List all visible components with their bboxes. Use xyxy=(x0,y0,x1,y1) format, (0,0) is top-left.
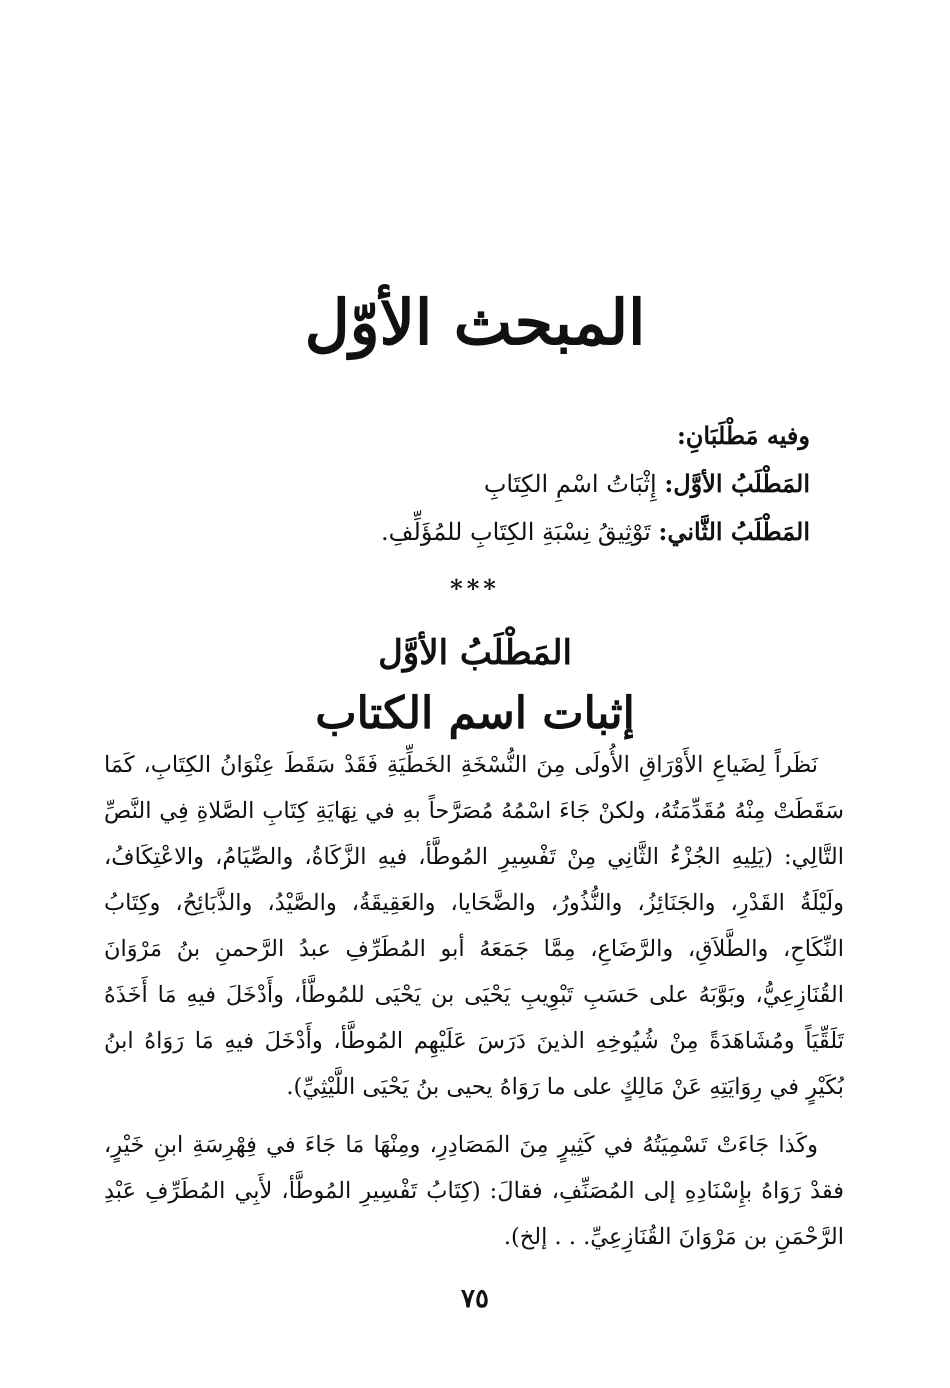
contents-item-2-label: المَطْلَبُ الثَّاني: xyxy=(658,517,810,546)
section-subheading: إثبات اسم الكتاب xyxy=(315,688,635,739)
contents-item-1-label: المَطْلَبُ الأوَّل: xyxy=(664,469,810,498)
contents-item-1-text: إِثْبَاتُ اسْمِ الكِتَابِ xyxy=(483,470,657,498)
chapter-contents xyxy=(130,412,810,556)
paragraph: نَظَراً لِضَياعِ الأَوْرَاقِ الأُولَى مِنَ النُّسْخَةِ الخَطِّيَةِ فَقَدْ سَقَطَ عِنْوَانُ الكِتَابِ، كَمَا سَقَطَتْ مِنْهُ مُقَدِّمَتُهُ، ولكنْ جَاءَ اسْمُهُ مُصَرَّحاً بهِ في نِهَايَةِ كِتَابِ الصَّلاةِ فِي النَّصِّ التَّالِي: (يَلِيهِ الجُزْءُ الثَّانِي مِنْ تَفْسِيرِ المُوطَّأ، فيهِ الزَّكَاةُ، والصِّيَامُ، والاعْتِكَافُ، ولَيْلَةُ القَدْرِ، والجَنَائِزُ، والنُّذُورُ، والضَّحَايا، والعَقِيقَةُ، والصَّيْدُ، والذَّبَائِحُ، وكِتَابُ النِّكَاحِ، والطَّلاَقِ، والرَّضَاعِ، مِمَّا جَمَعَهُ أبو المُطَرِّفِ عبدُ الرَّحمنِ بنُ مَرْوَانَ القُنَازِعِيُّ، وبَوَّبَهُ على حَسَبِ تَبْوِيبِ يَحْيَى بن يَحْيَى للمُوطَّأ، وأَدْخَلَ فيهِ مَا أَخَذَهُ تَلَقِّيَاً ومُشَاهَدَةً مِنْ شُيُوخِهِ الذينَ دَرَسَ عَلَيْهِم المُوطَّأ، وأَدْخَلَ فيهِ مَا رَوَاهُ ابنُ بُكَيْرٍ في رِوَايَتِهِ عَنْ مَالِكٍ على ما رَوَاهُ يحيى بنُ يَحْيَى اللَّيْثِيِّ). xyxy=(104,752,844,1100)
section-heading: المَطْلَبُ الأوَّل xyxy=(378,633,572,673)
contents-intro: وفيه مَطْلَبَانِ: xyxy=(676,421,810,450)
page-number: ٧٥ xyxy=(461,1284,489,1314)
contents-item-2-text: تَوْثِيقُ نِسْبَةِ الكِتَابِ للمُؤَلِّفِ. xyxy=(381,518,651,546)
contents-item-1 xyxy=(130,460,810,508)
separator-stars: *** xyxy=(450,574,500,603)
paragraph: وكَذا جَاءَتْ تَسْمِيَتُهُ في كَثِيرٍ مِنَ المَصَادِرِ، ومِنْهَا مَا جَاءَ في فِهْرِسَةِ ابنِ خَيْرٍ، فقدْ رَوَاهُ بإِسْنَادِهِ إلى المُصَنِّفِ، فقالَ: (كِتَابُ تَفْسِيرِ المُوطَّأ، لأَبِي المُطَرِّفِ عَبْدِ الرَّحْمَنِ بن مَرْوَانَ القُنَازِعِيِّ. . . إلخ). xyxy=(104,1132,844,1250)
chapter-title: المبحث الأوّل xyxy=(304,286,646,359)
body-text xyxy=(104,742,844,1272)
contents-item-2 xyxy=(130,508,810,556)
